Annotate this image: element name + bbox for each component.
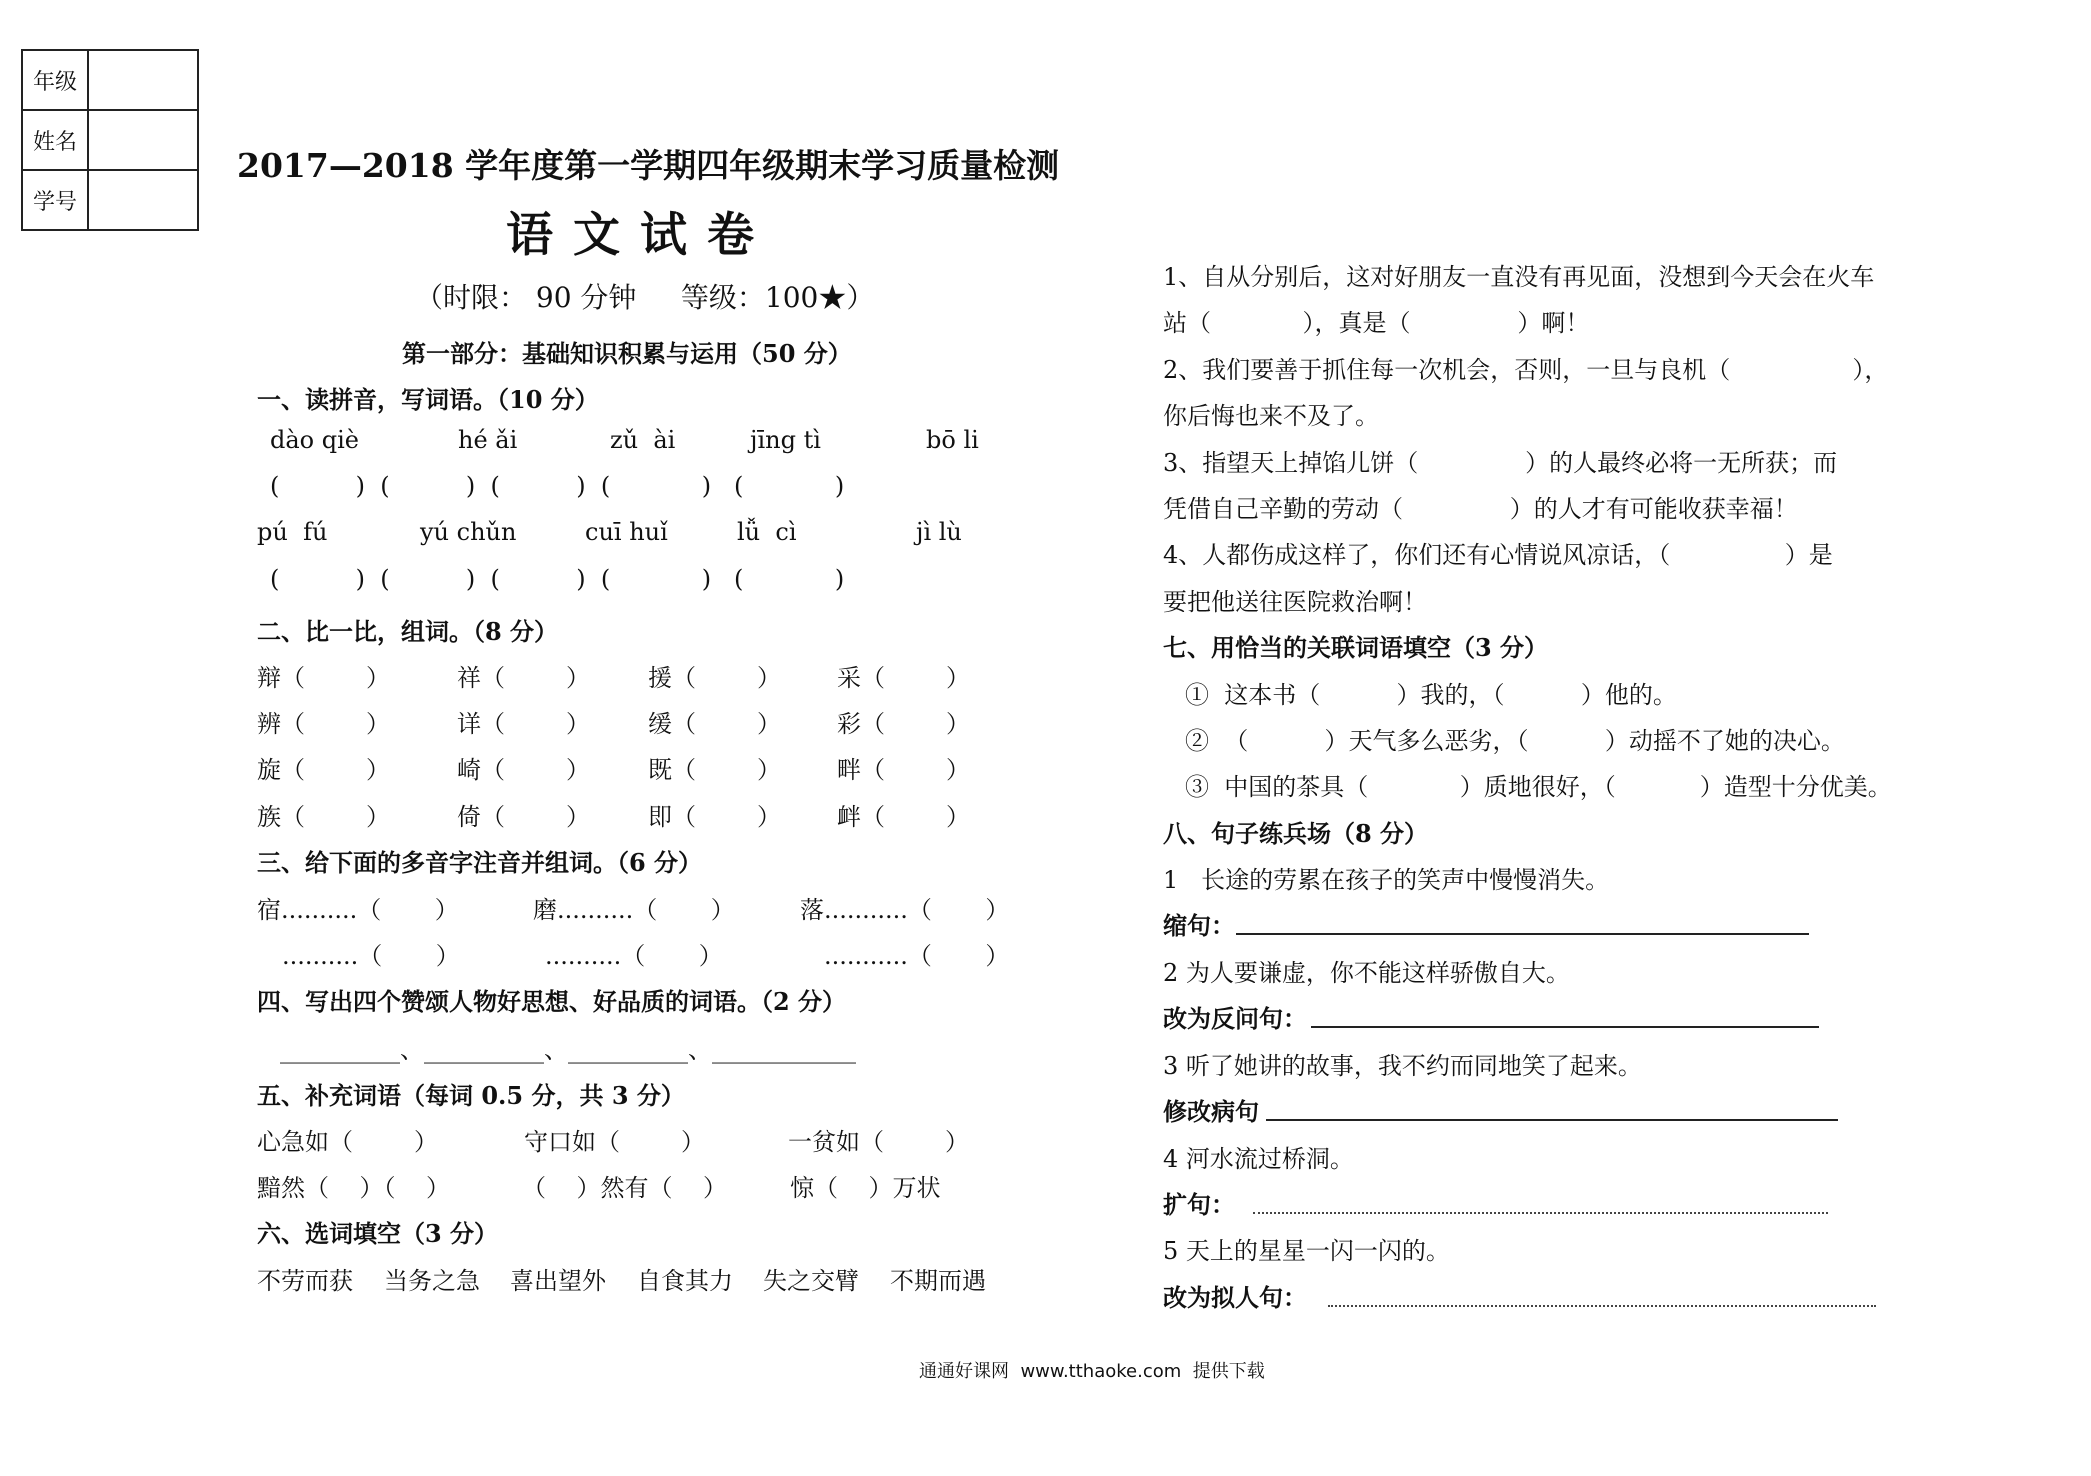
s8-a4-label: 扩句： xyxy=(1163,1190,1235,1219)
s6-q1-line1: 1、自从分别后，这对好朋友一直没有再见面，没想到今天会在火车 xyxy=(1163,263,1875,291)
word-option: 喜出望外 xyxy=(510,1267,606,1295)
exam-subtitle: 语文试卷 xyxy=(506,208,774,263)
grade-field[interactable] xyxy=(88,50,198,110)
s8-a5-label: 改为拟人句： xyxy=(1163,1283,1307,1312)
s5-title: 五、补充词语（每词 0.5 分，共 3 分） xyxy=(257,1081,685,1110)
compare-cell[interactable]: 采（ ） xyxy=(837,664,971,692)
part1-heading: 第一部分：基础知识积累与运用（50 分） xyxy=(402,339,852,368)
pinyin-10: jì lù xyxy=(916,518,962,546)
s6-q3-line2[interactable]: 凭借自己辛勤的劳动（ ）的人才有可能收获幸福！ xyxy=(1163,495,1798,523)
s8-q5: 5 天上的星星一闪一闪的。 xyxy=(1163,1237,1450,1265)
id-label: 学号 xyxy=(22,170,88,230)
name-label: 姓名 xyxy=(22,110,88,170)
pinyin-9: lǚ cì xyxy=(737,518,797,546)
compare-cell[interactable]: 辩（ ） xyxy=(257,664,391,692)
answer-parens-row1[interactable]: ( ) ( ) ( ) ( ) ( ) xyxy=(270,472,845,500)
name-field[interactable] xyxy=(88,110,198,170)
polyphone-cell[interactable]: ..........（ ） xyxy=(545,942,723,970)
s8-q2: 2 为人要谦虚，你不能这样骄傲自大。 xyxy=(1163,959,1570,987)
footer-credit: 通通好课网 www.tthaoke.com 提供下载 xyxy=(919,1361,1265,1382)
compare-cell[interactable]: 缓（ ） xyxy=(648,710,782,738)
exam-title: 2017—2018 学年度第一学期四年级期末学习质量检测 xyxy=(237,146,1060,185)
s8-q1: 1 长途的劳累在孩子的笑声中慢慢消失。 xyxy=(1163,866,1610,894)
student-info-table xyxy=(21,49,199,231)
praise-blanks[interactable]: __________、__________、__________、____________ xyxy=(280,1036,856,1064)
s8-a5-line[interactable] xyxy=(1328,1305,1876,1307)
grade-label: 年级 xyxy=(22,50,88,110)
word-option: 不期而遇 xyxy=(890,1267,986,1295)
s1-title: 一、读拼音，写词语。（10 分） xyxy=(257,385,599,414)
s4-title: 四、写出四个赞颂人物好思想、好品质的词语。（2 分） xyxy=(257,987,847,1016)
s8-a1-label: 缩句： xyxy=(1163,911,1235,940)
s8-a3-label: 修改病句 xyxy=(1163,1097,1259,1126)
idiom-cell[interactable]: 黯然（ ）（ ） xyxy=(257,1174,451,1202)
answer-parens-row2[interactable]: ( ) ( ) ( ) ( ) ( ) xyxy=(270,565,845,593)
compare-cell[interactable]: 族（ ） xyxy=(257,803,391,831)
polyphone-cell[interactable]: ...........（ ） xyxy=(824,942,1010,970)
s6-q2-line1[interactable]: 2、我们要善于抓住每一次机会，否则，一旦与良机（ ）， xyxy=(1163,356,1889,384)
compare-cell[interactable]: 衅（ ） xyxy=(837,803,971,831)
s6-title: 六、选词填空（3 分） xyxy=(257,1219,499,1248)
pinyin-8: cuī huǐ xyxy=(585,518,668,546)
pinyin-2: hé ǎi xyxy=(458,426,518,454)
s8-title: 八、句子练兵场（8 分） xyxy=(1163,819,1429,848)
s8-a1-line[interactable] xyxy=(1236,933,1809,935)
word-option: 不劳而获 xyxy=(257,1267,353,1295)
word-option: 自食其力 xyxy=(637,1267,733,1295)
polyphone-cell[interactable]: 磨..........（ ） xyxy=(533,896,735,924)
s8-a4-line[interactable] xyxy=(1253,1212,1828,1214)
polyphone-cell[interactable]: ..........（ ） xyxy=(282,942,460,970)
s8-q4: 4 河水流过桥洞。 xyxy=(1163,1145,1354,1173)
s8-a2-label: 改为反问句： xyxy=(1163,1004,1307,1033)
connective-item[interactable]: ② （ ）天气多么恶劣，（ ）动摇不了她的决心。 xyxy=(1185,727,1845,755)
compare-cell[interactable]: 即（ ） xyxy=(648,803,782,831)
pinyin-5: bō li xyxy=(926,426,979,454)
compare-cell[interactable]: 畔（ ） xyxy=(837,756,971,784)
word-option: 当务之急 xyxy=(384,1267,480,1295)
word-option: 失之交臂 xyxy=(763,1267,859,1295)
compare-cell[interactable]: 祥（ ） xyxy=(457,664,591,692)
polyphone-cell[interactable]: 宿..........（ ） xyxy=(257,896,459,924)
s7-title: 七、用恰当的关联词语填空（3 分） xyxy=(1163,633,1549,662)
s6-q4-line2: 要把他送往医院救治啊！ xyxy=(1163,588,1427,616)
idiom-cell[interactable]: （ ）然有（ ） xyxy=(522,1174,728,1202)
s6-q1-line2[interactable]: 站（ ），真是（ ）啊！ xyxy=(1163,309,1590,337)
idiom-cell[interactable]: 心急如（ ） xyxy=(257,1128,439,1156)
idiom-cell[interactable]: 守口如（ ） xyxy=(524,1128,706,1156)
exam-meta: （时限： 90 分钟 等级：100★） xyxy=(415,281,875,314)
pinyin-3: zǔ ài xyxy=(610,426,676,454)
s2-title: 二、比一比，组词。（8 分） xyxy=(257,617,559,646)
compare-cell[interactable]: 既（ ） xyxy=(648,756,782,784)
s8-a2-line[interactable] xyxy=(1311,1026,1819,1028)
idiom-cell[interactable]: 惊（ ）万状 xyxy=(790,1174,941,1202)
compare-cell[interactable]: 崎（ ） xyxy=(457,756,591,784)
s8-a3-line[interactable] xyxy=(1266,1119,1838,1121)
compare-cell[interactable]: 援（ ） xyxy=(648,664,782,692)
id-field[interactable] xyxy=(88,170,198,230)
s6-q2-line2: 你后悔也来不及了。 xyxy=(1163,402,1379,430)
pinyin-1: dào qiè xyxy=(270,426,359,454)
s6-q4-line1[interactable]: 4、人都伤成这样了，你们还有心情说风凉话，（ ）是 xyxy=(1163,541,1833,569)
connective-item[interactable]: ① 这本书（ ）我的，（ ）他的。 xyxy=(1185,681,1677,709)
idiom-cell[interactable]: 一贫如（ ） xyxy=(788,1128,970,1156)
compare-cell[interactable]: 辨（ ） xyxy=(257,710,391,738)
compare-cell[interactable]: 详（ ） xyxy=(457,710,591,738)
compare-cell[interactable]: 旋（ ） xyxy=(257,756,391,784)
compare-cell[interactable]: 彩（ ） xyxy=(837,710,971,738)
pinyin-6: pú fú xyxy=(257,518,328,546)
compare-cell[interactable]: 倚（ ） xyxy=(457,803,591,831)
s6-q3-line1[interactable]: 3、指望天上掉馅儿饼（ ）的人最终必将一无所获；而 xyxy=(1163,449,1838,477)
s8-q3: 3 听了她讲的故事，我不约而同地笑了起来。 xyxy=(1163,1052,1642,1080)
pinyin-4: jīng tì xyxy=(750,426,821,454)
pinyin-7: yú chǔn xyxy=(420,518,517,546)
polyphone-cell[interactable]: 落...........（ ） xyxy=(800,896,1010,924)
s3-title: 三、给下面的多音字注音并组词。（6 分） xyxy=(257,848,703,877)
connective-item[interactable]: ③ 中国的茶具（ ）质地很好，（ ）造型十分优美。 xyxy=(1185,773,1892,801)
